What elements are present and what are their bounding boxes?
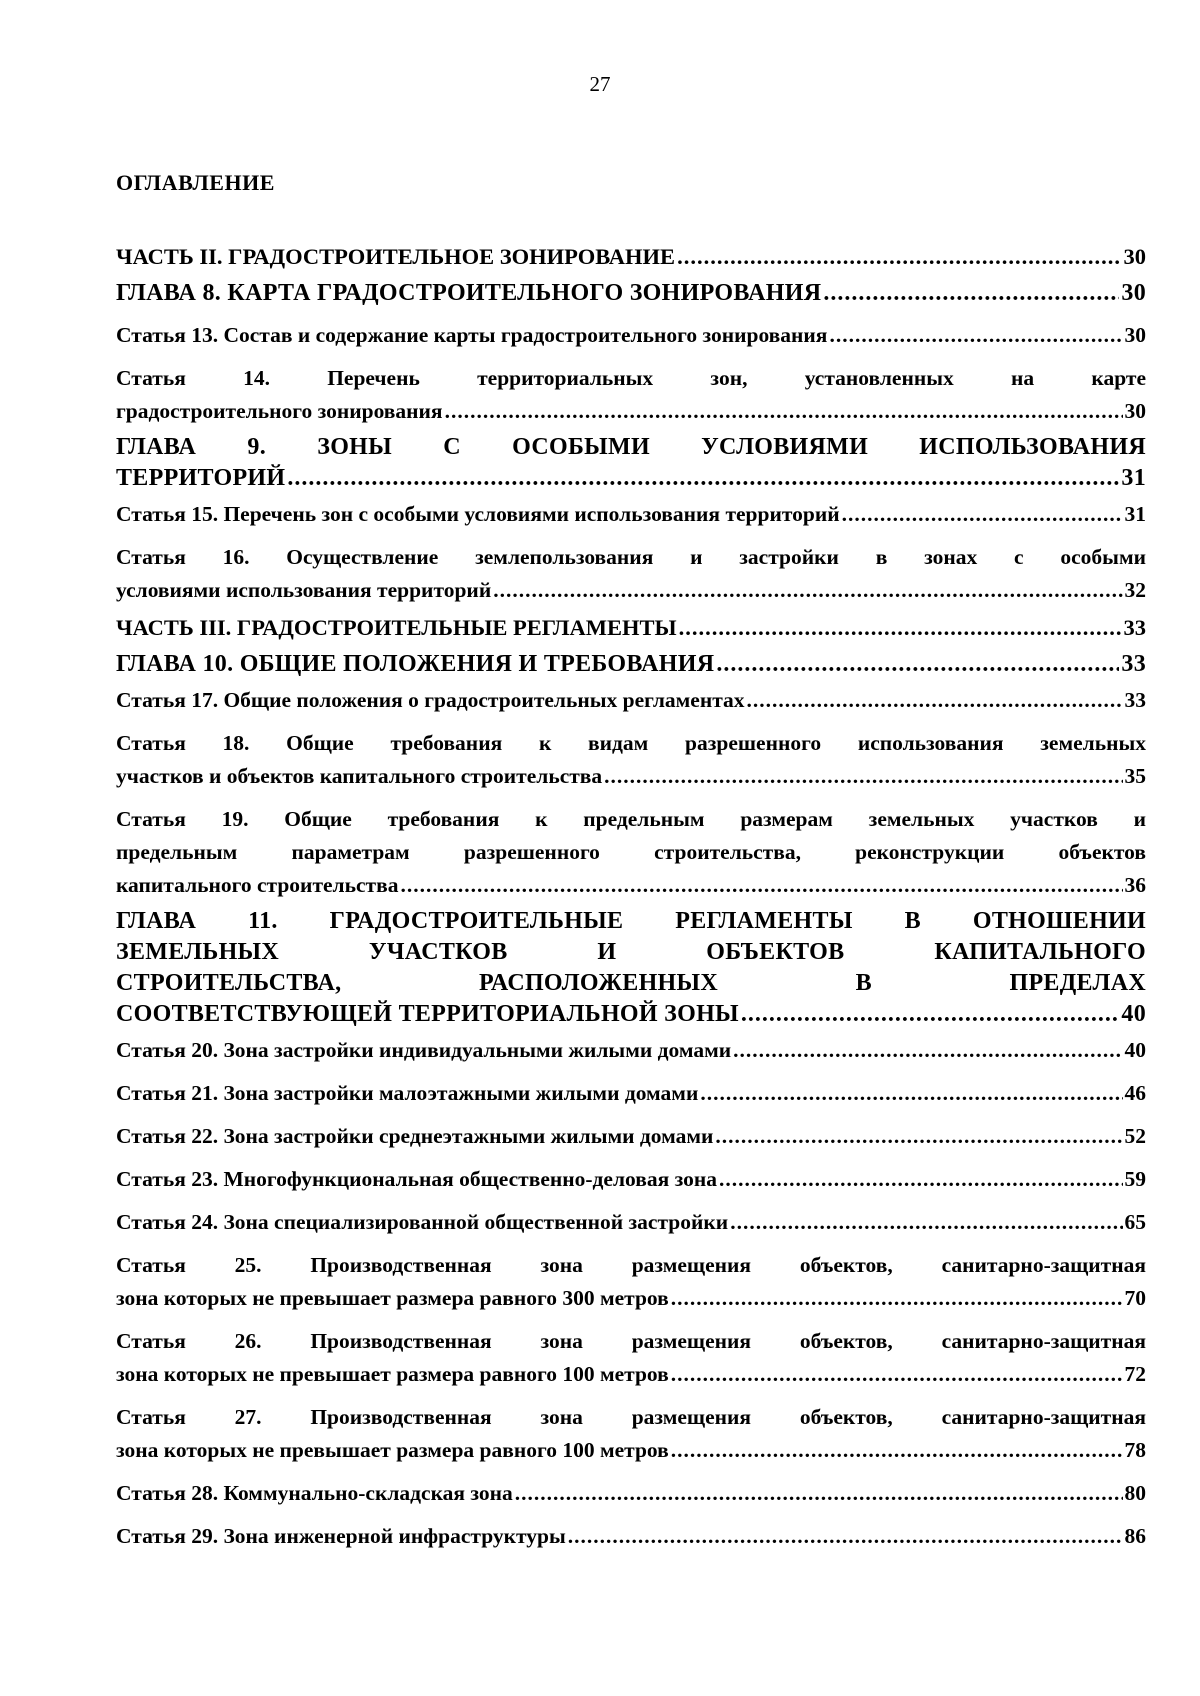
toc-entry-last-line [116, 1434, 1146, 1467]
toc-entry[interactable] [116, 1401, 1146, 1467]
toc-page-number: 40 [1124, 1038, 1146, 1062]
dot-leader [515, 1477, 1123, 1510]
table-of-contents [116, 240, 1146, 1553]
dot-leader [700, 1077, 1122, 1110]
toc-heading: ОГЛАВЛЕНИЕ [116, 170, 275, 195]
toc-page-number: 35 [1124, 764, 1146, 788]
dot-leader [679, 611, 1122, 645]
toc-entry-line: Статья 19. Общие требования к предельным размерам земельных участков и [116, 807, 1146, 831]
toc-entry-last-line [116, 1358, 1146, 1391]
toc-entry[interactable] [116, 649, 1146, 680]
toc-entry-line: ГЛАВА 11. ГРАДОСТРОИТЕЛЬНЫЕ РЕГЛАМЕНТЫ В ОТНОШЕНИИ [116, 908, 1146, 934]
dot-leader [671, 1358, 1123, 1391]
toc-entry-title: ЧАСТЬ II. ГРАДОСТРОИТЕЛЬНОЕ ЗОНИРОВАНИЕ [116, 244, 676, 269]
dot-leader [604, 760, 1122, 793]
dot-leader [493, 574, 1122, 607]
toc-page-number: 52 [1124, 1124, 1146, 1148]
toc-entry[interactable] [116, 1034, 1146, 1067]
toc-entry[interactable] [116, 1163, 1146, 1196]
toc-entry-line: Статья 16. Осуществление землепользования и застройки в зонах с особыми [116, 545, 1146, 569]
toc-entry-title: Статья 21. Зона застройки малоэтажными жилыми домами [116, 1081, 699, 1105]
toc-page-number: 30 [1124, 323, 1146, 347]
toc-entry-line: ЗЕМЕЛЬНЫХ УЧАСТКОВ И ОБЪЕКТОВ КАПИТАЛЬНОГО [116, 939, 1146, 965]
toc-entry[interactable] [116, 362, 1146, 428]
toc-page-number: 65 [1124, 1210, 1146, 1234]
toc-page-number: 32 [1124, 578, 1146, 602]
dot-leader [671, 1282, 1123, 1315]
toc-page-number: 33 [1123, 615, 1146, 640]
dot-leader [842, 498, 1123, 531]
toc-page-number: 46 [1124, 1081, 1146, 1105]
toc-page-number: 59 [1124, 1167, 1146, 1191]
toc-page-number: 78 [1124, 1438, 1146, 1462]
toc-entry[interactable] [116, 278, 1146, 309]
dot-leader [671, 1434, 1123, 1467]
toc-entry-last-line [116, 869, 1146, 902]
toc-entry-title: зона которых не превышает размера равного 100 метров [116, 1362, 669, 1386]
dot-leader [730, 1206, 1122, 1239]
dot-leader [287, 463, 1119, 494]
toc-entry-title: капитального строительства [116, 873, 399, 897]
toc-entry[interactable] [116, 727, 1146, 793]
toc-entry-line: Статья 18. Общие требования к видам разрешенного использования земельных [116, 731, 1146, 755]
toc-entry[interactable] [116, 240, 1146, 274]
toc-entry-last-line [116, 999, 1146, 1030]
dot-leader [715, 1120, 1122, 1153]
toc-entry[interactable] [116, 1520, 1146, 1553]
toc-entry-line: Статья 26. Производственная зона размещения объектов, санитарно-защитная [116, 1329, 1146, 1353]
toc-page-number: 80 [1124, 1481, 1146, 1505]
toc-page-number: 31 [1124, 502, 1146, 526]
toc-entry-title: Статья 20. Зона застройки индивидуальными жилыми домами [116, 1038, 732, 1062]
toc-entry-title: Статья 23. Многофункциональная общественно-деловая зона [116, 1167, 718, 1191]
toc-entry-title: ТЕРРИТОРИЙ [116, 465, 286, 491]
toc-entry-title: ГЛАВА 10. ОБЩИЕ ПОЛОЖЕНИЯ И ТРЕБОВАНИЯ [116, 651, 715, 677]
dot-leader [568, 1520, 1123, 1553]
toc-entry[interactable] [116, 498, 1146, 531]
toc-entry-last-line [116, 395, 1146, 428]
toc-entry[interactable] [116, 1477, 1146, 1510]
dot-leader [747, 684, 1123, 717]
dot-leader [445, 395, 1123, 428]
toc-entry-line: ГЛАВА 9. ЗОНЫ С ОСОБЫМИ УСЛОВИЯМИ ИСПОЛЬЗОВАНИЯ [116, 434, 1146, 460]
toc-page-number: 36 [1124, 873, 1146, 897]
toc-entry-last-line [116, 760, 1146, 793]
toc-page-number: 40 [1121, 1001, 1146, 1027]
toc-entry[interactable] [116, 1325, 1146, 1391]
dot-leader [741, 999, 1119, 1030]
toc-entry-last-line [116, 574, 1146, 607]
toc-entry-title: Статья 15. Перечень зон с особыми условиями использования территорий [116, 502, 840, 526]
toc-entry[interactable] [116, 906, 1146, 1030]
toc-entry-title: Статья 17. Общие положения о градостроительных регламентах [116, 688, 745, 712]
dot-leader [829, 319, 1122, 352]
toc-entry[interactable] [116, 432, 1146, 494]
toc-entry-line: Статья 27. Производственная зона размещения объектов, санитарно-защитная [116, 1405, 1146, 1429]
toc-entry-line: СТРОИТЕЛЬСТВА, РАСПОЛОЖЕННЫХ В ПРЕДЕЛАХ [116, 970, 1146, 996]
toc-page-number: 30 [1124, 399, 1146, 423]
toc-entry-title: участков и объектов капитального строительства [116, 764, 603, 788]
toc-entry[interactable] [116, 1206, 1146, 1239]
toc-page-number: 33 [1124, 688, 1146, 712]
toc-entry-title: ГЛАВА 8. КАРТА ГРАДОСТРОИТЕЛЬНОГО ЗОНИРОВАНИЯ [116, 280, 822, 306]
dot-leader [719, 1163, 1122, 1196]
toc-entry[interactable] [116, 319, 1146, 352]
toc-page-number: 70 [1124, 1286, 1146, 1310]
toc-entry-title: Статья 29. Зона инженерной инфраструктуры [116, 1524, 566, 1548]
toc-page-number: 31 [1121, 465, 1146, 491]
toc-entry-title: Статья 22. Зона застройки среднеэтажными жилыми домами [116, 1124, 714, 1148]
toc-entry-title: условиями использования территорий [116, 578, 492, 602]
toc-entry[interactable] [116, 541, 1146, 607]
toc-entry-line: Статья 14. Перечень территориальных зон, установленных на карте [116, 366, 1146, 390]
toc-entry-title: зона которых не превышает размера равного 300 метров [116, 1286, 669, 1310]
dot-leader [716, 649, 1119, 680]
toc-entry-line: Статья 25. Производственная зона размещения объектов, санитарно-защитная [116, 1253, 1146, 1277]
toc-entry-last-line [116, 463, 1146, 494]
toc-entry-title: Статья 13. Состав и содержание карты градостроительного зонирования [116, 323, 828, 347]
toc-entry-title: Статья 28. Коммунально-складская зона [116, 1481, 513, 1505]
toc-entry[interactable] [116, 611, 1146, 645]
toc-entry[interactable] [116, 1077, 1146, 1110]
toc-page-number: 72 [1124, 1362, 1146, 1386]
toc-entry[interactable] [116, 684, 1146, 717]
page-number: 27 [589, 72, 611, 96]
toc-entry[interactable] [116, 1120, 1146, 1153]
toc-page-number: 30 [1121, 280, 1146, 306]
toc-entry[interactable] [116, 1249, 1146, 1315]
toc-entry-title: ЧАСТЬ III. ГРАДОСТРОИТЕЛЬНЫЕ РЕГЛАМЕНТЫ [116, 615, 677, 640]
toc-entry-title: Статья 24. Зона специализированной общественной застройки [116, 1210, 729, 1234]
toc-entry[interactable] [116, 803, 1146, 902]
dot-leader [400, 869, 1122, 902]
toc-entry-title: градостроительного зонирования [116, 399, 443, 423]
dot-leader [677, 240, 1121, 274]
dot-leader [733, 1034, 1122, 1067]
dot-leader [823, 278, 1119, 309]
toc-entry-title: СООТВЕТСТВУЮЩЕЙ ТЕРРИТОРИАЛЬНОЙ ЗОНЫ [116, 1001, 739, 1027]
toc-entry-line: предельным параметрам разрешенного строительства, реконструкции объектов [116, 840, 1146, 864]
toc-page-number: 86 [1124, 1524, 1146, 1548]
toc-entry-title: зона которых не превышает размера равного 100 метров [116, 1438, 669, 1462]
toc-page-number: 33 [1121, 651, 1146, 677]
toc-entry-last-line [116, 1282, 1146, 1315]
toc-page-number: 30 [1123, 244, 1146, 269]
